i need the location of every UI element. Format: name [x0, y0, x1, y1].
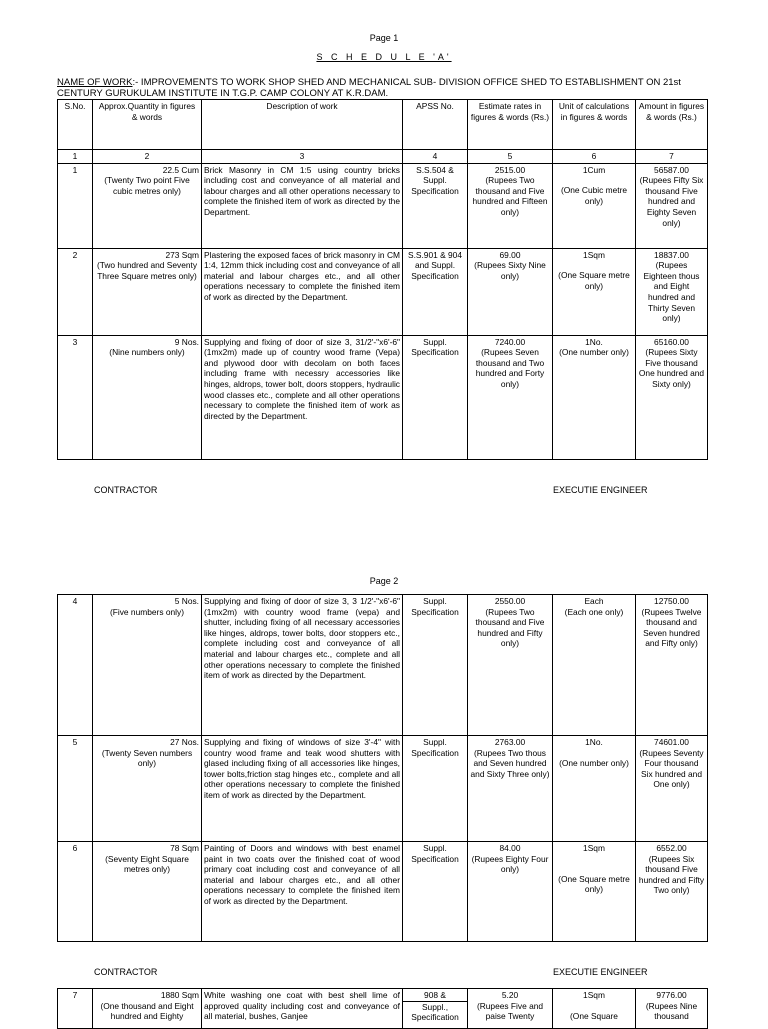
- amount-words: (Rupees Nine thousand: [645, 1000, 698, 1022]
- header-sno: S.No.: [58, 100, 93, 150]
- apss-cell: Suppl. Specification: [403, 842, 468, 942]
- quantity-cell: [93, 335, 202, 459]
- sno-cell: 1: [58, 163, 93, 248]
- qty-words: (Twenty Two point Five cubic metres only): [104, 175, 190, 196]
- qty-words: (Seventy Eight Square metres only): [105, 853, 189, 875]
- schedule-table-page-2: [57, 594, 708, 942]
- sno-cell: 5: [58, 736, 93, 842]
- quantity-cell: [93, 595, 202, 736]
- unit-figure: 1Sqm: [583, 990, 605, 1000]
- col-number: 6: [553, 150, 636, 164]
- apss-cell: Suppl. Specification: [403, 335, 468, 459]
- amount-figure: 12750.00: [654, 596, 689, 606]
- unit-cell: [553, 163, 636, 248]
- engineer-signature-label: EXECUTIE ENGINEER: [553, 485, 648, 495]
- amount-words: (Rupees Six thousand Five hundred and Fifty Two only): [638, 853, 705, 896]
- rate-figure: 69.00: [499, 249, 521, 260]
- unit-words: (Each one only): [564, 606, 624, 617]
- qty-figure: 273 Sqm: [165, 249, 199, 260]
- table-row: [58, 989, 708, 1029]
- rate-cell: [468, 736, 553, 842]
- unit-figure: 1No.: [585, 737, 603, 747]
- table-row: [58, 842, 708, 942]
- quantity-cell: [93, 736, 202, 842]
- col-number: 7: [636, 150, 708, 164]
- name-of-work: [57, 77, 717, 99]
- qty-words: (Five numbers only): [109, 606, 184, 617]
- rate-words: (Rupees Five and paise Twenty: [476, 1000, 544, 1022]
- col-number: 5: [468, 150, 553, 164]
- unit-words: (One number only): [559, 757, 629, 768]
- contractor-signature-label-2: CONTRACTOR: [94, 967, 158, 977]
- unit-figure: 1Sqm: [583, 249, 605, 260]
- rate-figure: 2515.00: [494, 164, 526, 175]
- unit-figure: 1Sqm: [583, 843, 605, 853]
- rate-cell: [468, 989, 553, 1029]
- sno-cell: 4: [58, 595, 93, 736]
- description-cell: Supplying and fixing of door of size 3, 3 1/2'-"x6'-6"(1mx2m) with country wood frame (vepa) and shutter, including fixing of all necessary accessories like hinges, aldrops, tower bolts, door stoppers etc., complete including cost and conveyance of all material and labour charges etc., complete and all other operations necessary to complete the finished item of work as directed by the Department.: [202, 595, 403, 736]
- quantity-cell: [93, 248, 202, 335]
- rate-cell: [468, 248, 553, 335]
- name-of-work-label: NAME OF WORK: [57, 77, 133, 88]
- apss-cell: S.S.504 & Suppl. Specification: [403, 163, 468, 248]
- amount-words: (Rupees Sixty Five thousand One hundred and Sixty only): [638, 347, 705, 389]
- amount-figure: 9776.00: [656, 990, 687, 1000]
- table-row: [58, 335, 708, 459]
- qty-figure: 27 Nos.: [170, 737, 199, 747]
- unit-words: (One Cubic metre only): [560, 185, 628, 206]
- unit-cell: [553, 842, 636, 942]
- rate-words: (Rupees Two thous and Seven hundred and Sixty Three only): [470, 747, 550, 779]
- amount-cell: [636, 595, 708, 736]
- rate-cell: [468, 595, 553, 736]
- page-2-label: Page 2: [369, 576, 399, 586]
- amount-words: (Rupees Eighteen thous and Eight hundred and Thirty Seven only): [643, 260, 700, 324]
- sno-cell: 6: [58, 842, 93, 942]
- qty-words: (Nine numbers only): [109, 347, 185, 358]
- unit-cell: [553, 248, 636, 335]
- qty-figure: 5 Nos.: [174, 596, 199, 606]
- qty-figure: 1880 Sqm: [160, 990, 199, 1000]
- qty-figure: 9 Nos.: [174, 336, 199, 347]
- rate-cell: [468, 335, 553, 459]
- sno-cell: 2: [58, 248, 93, 335]
- table-row: [58, 595, 708, 736]
- unit-figure: 1No.: [585, 336, 603, 347]
- header-description: Description of work: [202, 100, 403, 150]
- unit-words: (One Square: [570, 1010, 618, 1021]
- rate-words: (Rupees Two thousand and Five hundred and Fifty only): [475, 606, 545, 649]
- unit-words: (One Square metre only): [558, 873, 630, 895]
- quantity-cell: [93, 842, 202, 942]
- rate-figure: 5.20: [501, 990, 519, 1000]
- amount-cell: [636, 163, 708, 248]
- header-apss: APSS No.: [403, 100, 468, 150]
- rate-words: (Rupees Eighty Four only): [471, 853, 549, 875]
- amount-cell: [636, 248, 708, 335]
- sno-cell: 3: [58, 335, 93, 459]
- rate-cell: [468, 163, 553, 248]
- amount-words: (Rupees Fifty Six thousand Five hundred and Eighty Seven only): [639, 175, 704, 228]
- schedule-title: S C H E D U L E 'A': [316, 52, 452, 62]
- description-cell: Supplying and fixing of windows of size 3'-4" with country wood frame and teak wood shutters with glased including fixing of all accessories like hinges, tower bolts,friction stag hinges etc., complete and all other operations necessary to complete the finished item of work as directed by the Department.: [202, 736, 403, 842]
- rate-figure: 7240.00: [494, 336, 526, 347]
- rate-words: (Rupees Seven thousand and Two hundred and Forty only): [475, 347, 545, 389]
- rate-cell: [468, 842, 553, 942]
- apss-bottom: Suppl., Specification: [411, 1001, 459, 1023]
- sno-cell: 7: [58, 989, 93, 1029]
- header-amount: Amount in figures & words (Rs.): [636, 100, 708, 150]
- header-rate: Estimate rates in figures & words (Rs.): [468, 100, 553, 150]
- amount-words: (Rupees Seventy Four thousand Six hundred and One only): [639, 747, 704, 790]
- engineer-signature-label-2: EXECUTIE ENGINEER: [553, 967, 648, 977]
- description-cell: White washing one coat with best shell lime of approved quality including cost and conveyance of all material, bushes, Ganjee: [202, 989, 403, 1029]
- rate-figure: 2763.00: [494, 737, 526, 747]
- unit-figure: Each: [584, 596, 604, 606]
- header-row: [58, 100, 708, 150]
- amount-cell: [636, 335, 708, 459]
- name-of-work-text: :- IMPROVEMENTS TO WORK SHOP SHED AND MECHANICAL SUB- DIVISION OFFICE SHED TO ESTABLISHMENT ON 21st CENTURY GURUKULAM INSTITUTE IN T.G.P. CAMP COLONY AT K.R.DAM.: [57, 77, 681, 99]
- apss-cell: Suppl. Specification: [403, 736, 468, 842]
- unit-cell: [553, 736, 636, 842]
- description-cell: Plastering the exposed faces of brick masonry in CM 1:4, 12mm thick including cost and conveyance of all material and labour charges etc., and all other operations necessary to complete the finished item of work as directed by the Department.: [202, 248, 403, 335]
- amount-figure: 18837.00: [654, 249, 689, 260]
- amount-figure: 65160.00: [654, 336, 689, 347]
- table-row: [58, 163, 708, 248]
- apss-cell: S.S.901 & 904 and Suppl. Specification: [403, 248, 468, 335]
- description-cell: Painting of Doors and windows with best enamel paint in two coats over the finished coat of wood primary coat including cost and conveyance of all material and labour charges etc., and all other operations necessary to complete the finished item of work as directed by the Department.: [202, 842, 403, 942]
- rate-figure: 2550.00: [494, 596, 526, 606]
- table-row: [58, 248, 708, 335]
- table-row: [58, 736, 708, 842]
- description-cell: Supplying and fixing of door of size 3, 31/2'-"x6'-6"(1mx2m) made up of country wood frame (Vepa) and plywood door with decolam on both faces including frame with necessry accessories like hinges, aldrops, tower bolt, doors stoppers, hydraulic wood classes etc., complete and all other operations necessary to complete the finished item of work as directed by the Department.: [202, 335, 403, 459]
- quantity-cell: [93, 163, 202, 248]
- col-number: 1: [58, 150, 93, 164]
- col-number: 2: [93, 150, 202, 164]
- description-cell: Brick Masonry in CM 1:5 using country bricks including cost and conveyance of all material and labour charges and all other operations necessary to complete the finished item of work as directed by the Department.: [202, 163, 403, 248]
- amount-cell: [636, 842, 708, 942]
- unit-cell: [553, 335, 636, 459]
- qty-words: (One thousand and Eight hundred and Eighty: [100, 1000, 194, 1022]
- apss-cell: Suppl. Specification: [403, 595, 468, 736]
- apss-cell: [403, 989, 468, 1029]
- amount-figure: 56587.00: [654, 164, 689, 175]
- unit-words: (One Square metre only): [558, 270, 630, 291]
- amount-cell: [636, 989, 708, 1029]
- header-quantity: Approx.Quantity in figures & words: [93, 100, 202, 150]
- unit-words: (One number only): [559, 347, 629, 358]
- amount-cell: [636, 736, 708, 842]
- unit-figure: 1Cum: [582, 164, 606, 175]
- amount-words: (Rupees Twelve thousand and Seven hundred and Fifty only): [641, 606, 702, 649]
- qty-figure: 22.5 Cum: [162, 164, 199, 175]
- apss-top: 908 &: [424, 990, 446, 1000]
- amount-figure: 74601.00: [654, 737, 689, 747]
- qty-words: (Two hundred and Seventy Three Square metres only): [96, 260, 198, 281]
- rate-words: (Rupees Sixty Nine only): [474, 260, 546, 281]
- schedule-table-page-1: [57, 99, 708, 460]
- schedule-table-page-3-partial: [57, 988, 708, 1029]
- col-number: 4: [403, 150, 468, 164]
- header-unit: Unit of calculations in figures & words: [553, 100, 636, 150]
- qty-words: (Twenty Seven numbers only): [101, 747, 193, 769]
- amount-figure: 6552.00: [656, 843, 687, 853]
- column-number-row: [58, 150, 708, 164]
- unit-cell: [553, 595, 636, 736]
- rate-words: (Rupees Two thousand and Five hundred and Fifteen only): [472, 175, 548, 217]
- contractor-signature-label: CONTRACTOR: [94, 485, 158, 495]
- quantity-cell: [93, 989, 202, 1029]
- page-1-label: Page 1: [369, 33, 399, 43]
- rate-figure: 84.00: [499, 843, 521, 853]
- unit-cell: [553, 989, 636, 1029]
- qty-figure: 78 Sqm: [170, 843, 199, 853]
- col-number: 3: [202, 150, 403, 164]
